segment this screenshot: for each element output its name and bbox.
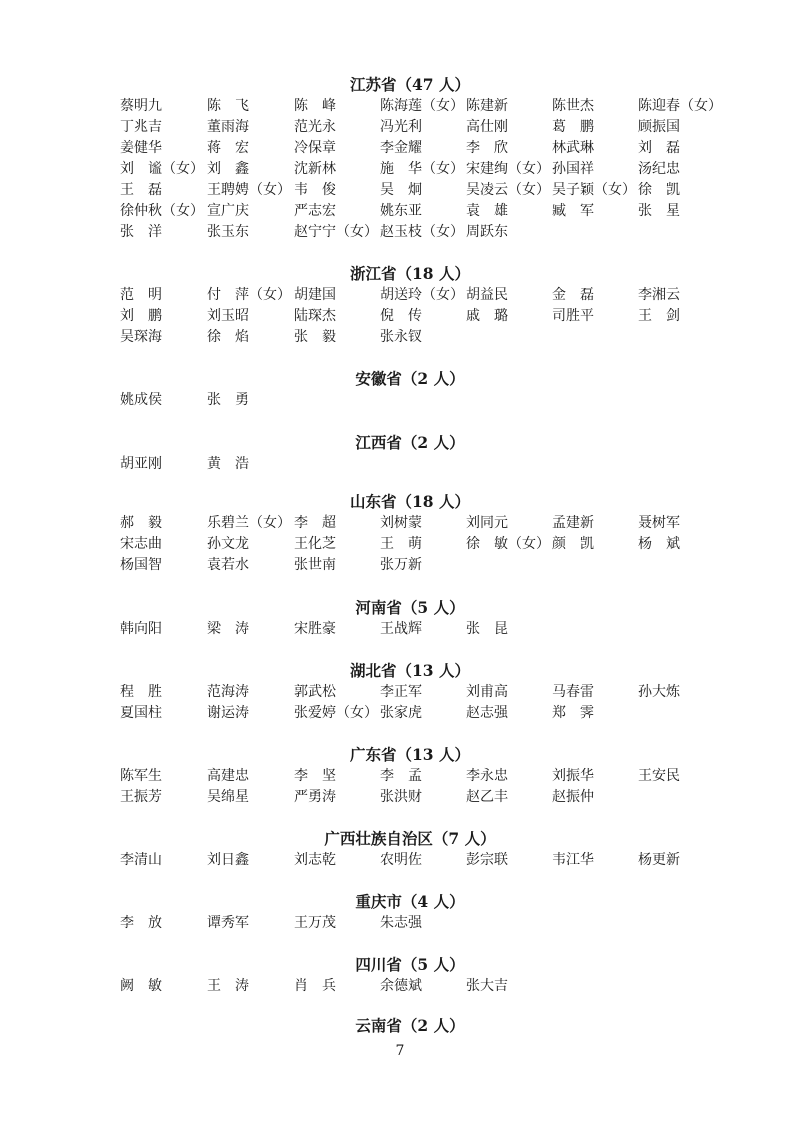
person-name: 宋胜豪 bbox=[294, 621, 336, 637]
person-name: 袁 雄 bbox=[466, 203, 508, 219]
section-heading: 江苏省（47 人） bbox=[350, 75, 470, 94]
person-name: 张 昆 bbox=[466, 621, 508, 637]
person-name: 张大吉 bbox=[466, 978, 508, 994]
person-name: 赵乙丰 bbox=[466, 789, 508, 805]
person-name: 杨国智 bbox=[120, 557, 162, 573]
person-name: 李 坚 bbox=[294, 768, 336, 784]
person-name: 徐 敏（女） bbox=[466, 536, 550, 552]
person-name: 高仕刚 bbox=[466, 119, 508, 135]
name-row bbox=[0, 138, 800, 159]
person-name: 李 孟 bbox=[380, 768, 422, 784]
person-name: 张家虎 bbox=[380, 705, 422, 721]
person-name: 冯光利 bbox=[380, 119, 422, 135]
name-row bbox=[0, 306, 800, 327]
person-name: 顾振国 bbox=[638, 119, 680, 135]
person-name: 刘玉昭 bbox=[207, 308, 249, 324]
name-row bbox=[0, 513, 800, 534]
name-row bbox=[0, 766, 800, 787]
person-name: 陈世杰 bbox=[552, 98, 594, 114]
person-name: 黄 浩 bbox=[207, 456, 249, 472]
person-name: 杨更新 bbox=[638, 852, 680, 868]
person-name: 王 涛 bbox=[207, 978, 249, 994]
person-name: 张 洋 bbox=[120, 224, 162, 240]
name-row bbox=[0, 913, 800, 934]
person-name: 范 明 bbox=[120, 287, 162, 303]
section-heading: 河南省（5 人） bbox=[355, 598, 465, 617]
person-name: 胡益民 bbox=[466, 287, 508, 303]
person-name: 沈新林 bbox=[294, 161, 336, 177]
person-name: 吴琛海 bbox=[120, 329, 162, 345]
person-name: 朱志强 bbox=[380, 915, 422, 931]
person-name: 王振芳 bbox=[120, 789, 162, 805]
person-name: 陈海莲（女） bbox=[380, 98, 464, 114]
person-name: 胡建国 bbox=[294, 287, 336, 303]
person-name: 赵志强 bbox=[466, 705, 508, 721]
section-heading: 广东省（13 人） bbox=[350, 745, 470, 764]
person-name: 王 剑 bbox=[638, 308, 680, 324]
person-name: 李永忠 bbox=[466, 768, 508, 784]
person-name: 阙 敏 bbox=[120, 978, 162, 994]
name-row bbox=[0, 117, 800, 138]
person-name: 刘 鹏 bbox=[120, 308, 162, 324]
person-name: 赵宁宁（女） bbox=[294, 224, 378, 240]
person-name: 李金耀 bbox=[380, 140, 422, 156]
name-row bbox=[0, 787, 800, 808]
person-name: 马春雷 bbox=[552, 684, 594, 700]
person-name: 吴凌云（女） bbox=[466, 182, 550, 198]
person-name: 周跃东 bbox=[466, 224, 508, 240]
person-name: 高建忠 bbox=[207, 768, 249, 784]
person-name: 刘日鑫 bbox=[207, 852, 249, 868]
person-name: 王万茂 bbox=[294, 915, 336, 931]
name-row bbox=[0, 180, 800, 201]
person-name: 王战辉 bbox=[380, 621, 422, 637]
person-name: 戚 璐 bbox=[466, 308, 508, 324]
page-number: 7 bbox=[395, 1043, 405, 1059]
person-name: 韦江华 bbox=[552, 852, 594, 868]
person-name: 王安民 bbox=[638, 768, 680, 784]
person-name: 孙国祥 bbox=[552, 161, 594, 177]
person-name: 林武琳 bbox=[552, 140, 594, 156]
section-heading: 江西省（2 人） bbox=[355, 433, 465, 452]
section-heading: 山东省（18 人） bbox=[350, 492, 470, 511]
person-name: 姚成侯 bbox=[120, 392, 162, 408]
person-name: 吴 炯 bbox=[380, 182, 422, 198]
person-name: 张玉东 bbox=[207, 224, 249, 240]
person-name: 陈建新 bbox=[466, 98, 508, 114]
person-name: 颜 凯 bbox=[552, 536, 594, 552]
person-name: 张 星 bbox=[638, 203, 680, 219]
person-name: 刘树蒙 bbox=[380, 515, 422, 531]
person-name: 李正军 bbox=[380, 684, 422, 700]
person-name: 孙大炼 bbox=[638, 684, 680, 700]
person-name: 蔡明九 bbox=[120, 98, 162, 114]
person-name: 宋志曲 bbox=[120, 536, 162, 552]
name-row bbox=[0, 159, 800, 180]
person-name: 韦 俊 bbox=[294, 182, 336, 198]
name-row bbox=[0, 682, 800, 703]
person-name: 冷保章 bbox=[294, 140, 336, 156]
person-name: 李湘云 bbox=[638, 287, 680, 303]
person-name: 李 超 bbox=[294, 515, 336, 531]
person-name: 徐 凯 bbox=[638, 182, 680, 198]
person-name: 徐仲秋（女） bbox=[120, 203, 204, 219]
person-name: 王化芝 bbox=[294, 536, 336, 552]
person-name: 郝 毅 bbox=[120, 515, 162, 531]
person-name: 施 华（女） bbox=[380, 161, 464, 177]
name-row bbox=[0, 454, 800, 475]
person-name: 吴绵星 bbox=[207, 789, 249, 805]
person-name: 王 萌 bbox=[380, 536, 422, 552]
person-name: 陈 峰 bbox=[294, 98, 336, 114]
person-name: 袁若水 bbox=[207, 557, 249, 573]
person-name: 倪 传 bbox=[380, 308, 422, 324]
person-name: 严勇涛 bbox=[294, 789, 336, 805]
name-row bbox=[0, 222, 800, 243]
section-heading: 安徽省（2 人） bbox=[355, 369, 465, 388]
person-name: 宣广庆 bbox=[207, 203, 249, 219]
person-name: 付 萍（女） bbox=[207, 287, 291, 303]
name-row bbox=[0, 390, 800, 411]
person-name: 张 勇 bbox=[207, 392, 249, 408]
person-name: 严志宏 bbox=[294, 203, 336, 219]
person-name: 姜健华 bbox=[120, 140, 162, 156]
person-name: 肖 兵 bbox=[294, 978, 336, 994]
person-name: 郑 霁 bbox=[552, 705, 594, 721]
person-name: 杨 斌 bbox=[638, 536, 680, 552]
person-name: 农明佐 bbox=[380, 852, 422, 868]
section-heading: 湖北省（13 人） bbox=[350, 661, 470, 680]
person-name: 金 磊 bbox=[552, 287, 594, 303]
person-name: 谢运涛 bbox=[207, 705, 249, 721]
person-name: 郭武松 bbox=[294, 684, 336, 700]
person-name: 刘 磊 bbox=[638, 140, 680, 156]
person-name: 陆琛杰 bbox=[294, 308, 336, 324]
name-row bbox=[0, 327, 800, 348]
name-row bbox=[0, 850, 800, 871]
person-name: 李 欣 bbox=[466, 140, 508, 156]
person-name: 张万新 bbox=[380, 557, 422, 573]
person-name: 梁 涛 bbox=[207, 621, 249, 637]
person-name: 张永钗 bbox=[380, 329, 422, 345]
person-name: 徐 焰 bbox=[207, 329, 249, 345]
section-heading: 浙江省（18 人） bbox=[350, 264, 470, 283]
name-row bbox=[0, 534, 800, 555]
person-name: 李清山 bbox=[120, 852, 162, 868]
name-row bbox=[0, 976, 800, 997]
person-name: 张 毅 bbox=[294, 329, 336, 345]
person-name: 赵振仲 bbox=[552, 789, 594, 805]
person-name: 蒋 宏 bbox=[207, 140, 249, 156]
person-name: 彭宗联 bbox=[466, 852, 508, 868]
person-name: 孟建新 bbox=[552, 515, 594, 531]
person-name: 王聘娉（女） bbox=[207, 182, 291, 198]
person-name: 陈 飞 bbox=[207, 98, 249, 114]
person-name: 夏国柱 bbox=[120, 705, 162, 721]
person-name: 张洪财 bbox=[380, 789, 422, 805]
person-name: 宋建绚（女） bbox=[466, 161, 550, 177]
person-name: 刘 谧（女） bbox=[120, 161, 204, 177]
name-row bbox=[0, 285, 800, 306]
name-row bbox=[0, 703, 800, 724]
section-heading: 重庆市（4 人） bbox=[355, 892, 465, 911]
person-name: 刘振华 bbox=[552, 768, 594, 784]
person-name: 胡亚刚 bbox=[120, 456, 162, 472]
person-name: 胡送玲（女） bbox=[380, 287, 464, 303]
person-name: 吴子颖（女） bbox=[552, 182, 636, 198]
name-row bbox=[0, 555, 800, 576]
section-heading: 云南省（2 人） bbox=[355, 1016, 465, 1035]
name-row bbox=[0, 201, 800, 222]
section-heading: 广西壮族自治区（7 人） bbox=[324, 829, 496, 848]
person-name: 刘同元 bbox=[466, 515, 508, 531]
person-name: 司胜平 bbox=[552, 308, 594, 324]
person-name: 范海涛 bbox=[207, 684, 249, 700]
person-name: 乐碧兰（女） bbox=[207, 515, 291, 531]
person-name: 汤纪忠 bbox=[638, 161, 680, 177]
person-name: 陈迎春（女） bbox=[638, 98, 722, 114]
person-name: 王 磊 bbox=[120, 182, 162, 198]
person-name: 姚东亚 bbox=[380, 203, 422, 219]
name-row bbox=[0, 619, 800, 640]
person-name: 程 胜 bbox=[120, 684, 162, 700]
person-name: 余德斌 bbox=[380, 978, 422, 994]
person-name: 刘 鑫 bbox=[207, 161, 249, 177]
person-name: 范光永 bbox=[294, 119, 336, 135]
person-name: 赵玉枝（女） bbox=[380, 224, 464, 240]
person-name: 丁兆吉 bbox=[120, 119, 162, 135]
person-name: 谭秀军 bbox=[207, 915, 249, 931]
name-row bbox=[0, 96, 800, 117]
person-name: 董雨海 bbox=[207, 119, 249, 135]
person-name: 李 放 bbox=[120, 915, 162, 931]
person-name: 葛 鹏 bbox=[552, 119, 594, 135]
person-name: 聂树军 bbox=[638, 515, 680, 531]
person-name: 陈军生 bbox=[120, 768, 162, 784]
person-name: 刘甫高 bbox=[466, 684, 508, 700]
person-name: 刘志乾 bbox=[294, 852, 336, 868]
person-name: 张爱婷（女） bbox=[294, 705, 378, 721]
person-name: 臧 军 bbox=[552, 203, 594, 219]
person-name: 韩向阳 bbox=[120, 621, 162, 637]
section-heading: 四川省（5 人） bbox=[355, 955, 465, 974]
person-name: 张世南 bbox=[294, 557, 336, 573]
person-name: 孙文龙 bbox=[207, 536, 249, 552]
